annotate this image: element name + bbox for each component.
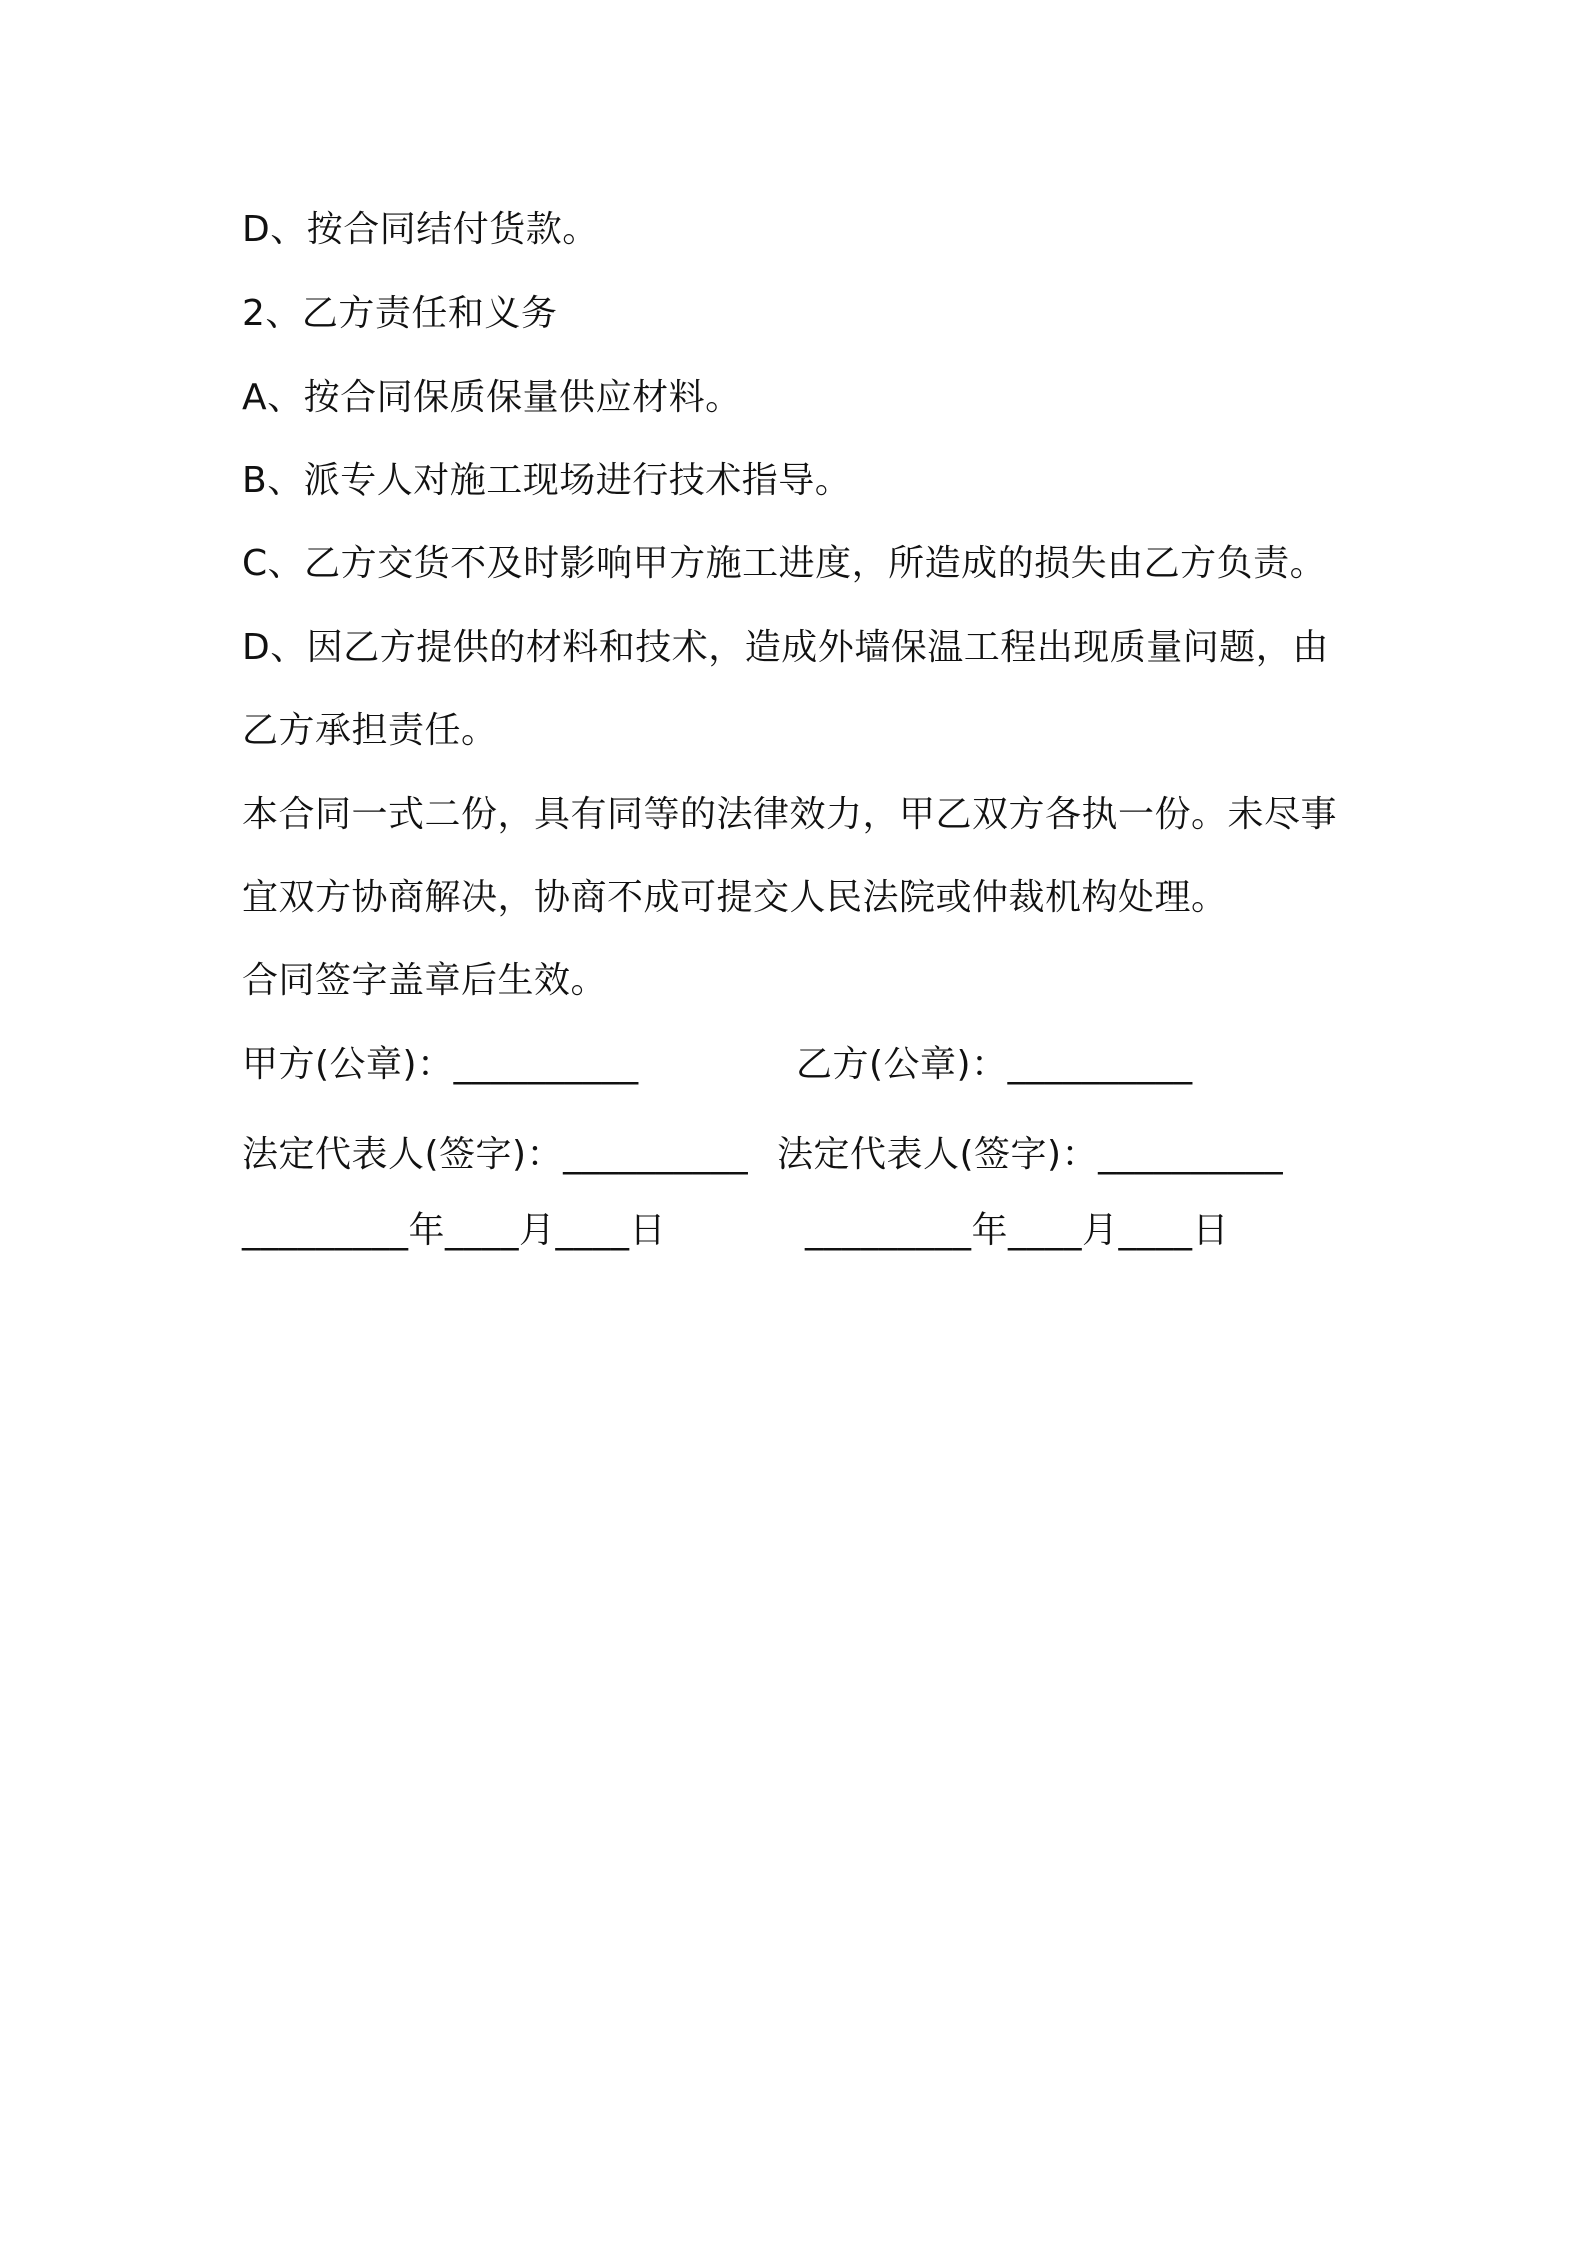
- clause-d-payment: D、按合同结付货款。: [242, 209, 599, 250]
- party-b-date: _________年____月____日: [805, 1210, 1229, 1251]
- clause-c-delivery: C、乙方交货不及时影响甲方施工进度，所造成的损失由乙方负责。: [242, 543, 1327, 584]
- party-a-seal: 甲方(公章)：__________: [242, 1044, 639, 1085]
- party-a-date: _________年____月____日: [242, 1210, 666, 1251]
- copies-clause-cont: 宜双方协商解决，协商不成可提交人民法院或仲裁机构处理。: [242, 877, 1228, 918]
- party-a-representative: 法定代表人(签字)：__________: [242, 1134, 749, 1175]
- clause-a-supply: A、按合同保质保量供应材料。: [242, 377, 742, 418]
- clause-b-guidance: B、派专人对施工现场进行技术指导。: [242, 460, 852, 501]
- party-b-seal: 乙方(公章)：__________: [796, 1044, 1193, 1085]
- clause-d-quality-cont: 乙方承担责任。: [242, 710, 498, 751]
- party-b-representative: 法定代表人(签字)：__________: [777, 1134, 1284, 1175]
- effective-clause: 合同签字盖章后生效。: [242, 960, 608, 1001]
- section-2-heading: 2、乙方责任和义务: [242, 293, 558, 334]
- copies-clause: 本合同一式二份，具有同等的法律效力，甲乙双方各执一份。未尽事: [242, 794, 1338, 835]
- clause-d-quality: D、因乙方提供的材料和技术，造成外墙保温工程出现质量问题，由: [242, 627, 1329, 668]
